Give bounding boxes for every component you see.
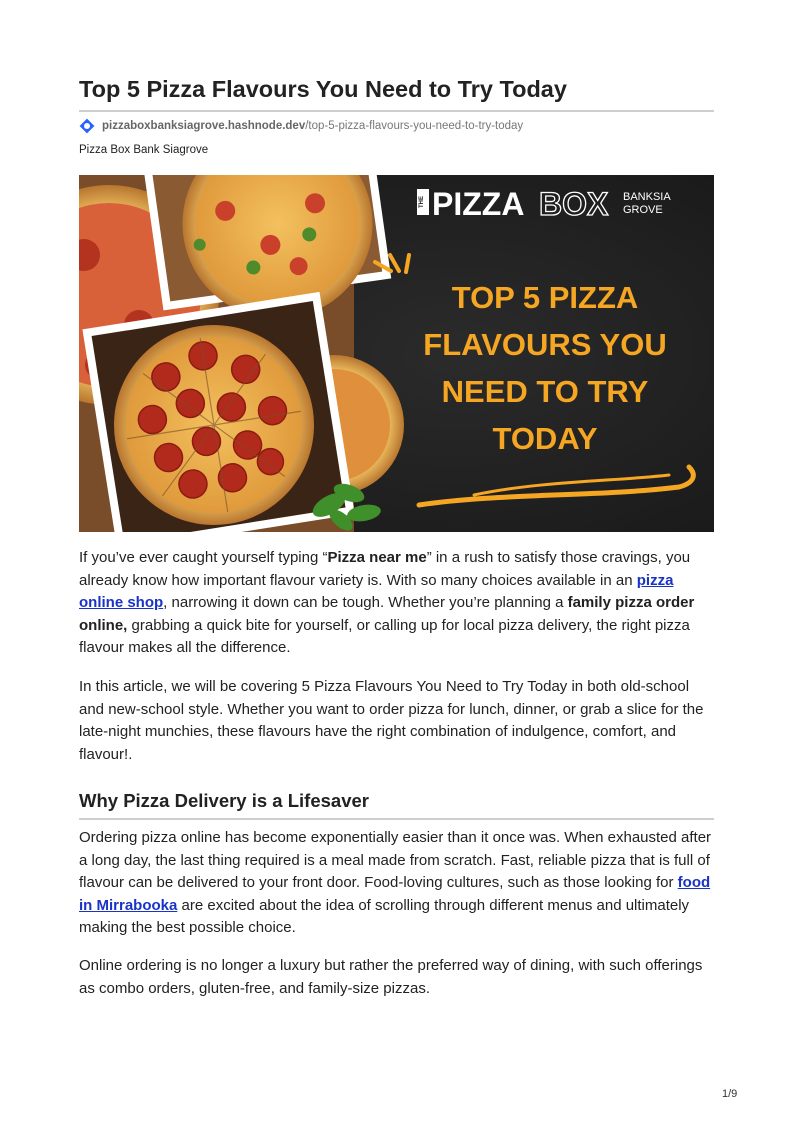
delivery-paragraph: Ordering pizza online has become exponentially easier than it once was. When exhausted after a long day, the last thing required is a meal made from scratch. Fast, reliable pizza that is full of flavour can be delivered to your front door. Food-loving cultures, such as those looking for food in Mirrabooka are excited about the idea of scrolling through different menus and ultimately making the best possible choice. <box>79 829 712 936</box>
author-name: Pizza Box Bank Siagrove <box>79 144 209 156</box>
online-ordering-paragraph: Online ordering is no longer a luxury but rather the preferred way of dining, with such offerings as combo orders, gluten-free, and family-size pizzas. <box>79 957 703 997</box>
svg-text:PIZZA: PIZZA <box>432 186 525 222</box>
pizza-online-shop-link[interactable]: pizza online shop <box>79 571 674 611</box>
section-divider <box>79 818 714 820</box>
food-in-mirrabooka-link[interactable]: food in Mirrabooka <box>79 874 711 914</box>
article-title: Top 5 Pizza Flavours You Need to Try Today <box>79 76 567 102</box>
source-domain: pizzaboxbanksiagrove.hashnode.dev <box>102 120 306 132</box>
title-divider <box>79 110 714 112</box>
intro-paragraph: If you’ve ever caught yourself typing “Pizza near me” in a rush to satisfy those cravings, you already know how important flavour variety is. With so many choices available in an pizza online shop, narrowing it down can be tough. Whether you’re planning a family pizza order online, grabbing a quick bite for yourself, or calling up for local pizza delivery, the right pizza flavour makes all the difference. <box>79 549 695 656</box>
source-path: /top-5-pizza-flavours-you-need-to-try-today <box>305 120 524 132</box>
svg-text:THE: THE <box>419 196 425 208</box>
pepperoni-pizza-photo <box>82 292 354 532</box>
svg-text:BANKSIA: BANKSIA <box>623 191 671 203</box>
hashnode-logo-icon <box>79 118 95 134</box>
svg-text:GROVE: GROVE <box>623 204 663 216</box>
svg-text:NEED TO TRY: NEED TO TRY <box>441 374 649 409</box>
svg-text:TOP 5 PIZZA: TOP 5 PIZZA <box>451 280 639 315</box>
svg-text:BOX: BOX <box>539 186 609 222</box>
hero-image <box>79 175 714 532</box>
svg-text:TODAY: TODAY <box>492 421 598 456</box>
section-heading: Why Pizza Delivery is a Lifesaver <box>79 790 369 811</box>
article-paragraph: In this article, we will be covering 5 Pizza Flavours You Need to Try Today in both old-school and new-school style. Whether you want to order pizza for lunch, dinner, or grab a slice for the late-night munchies, these flavours have the right combination of indulgence, comfort, and flavour!. <box>79 678 704 763</box>
page-number: 1/9 <box>722 1088 738 1100</box>
source-url[interactable] <box>79 117 523 135</box>
svg-text:FLAVOURS YOU: FLAVOURS YOU <box>423 327 667 362</box>
